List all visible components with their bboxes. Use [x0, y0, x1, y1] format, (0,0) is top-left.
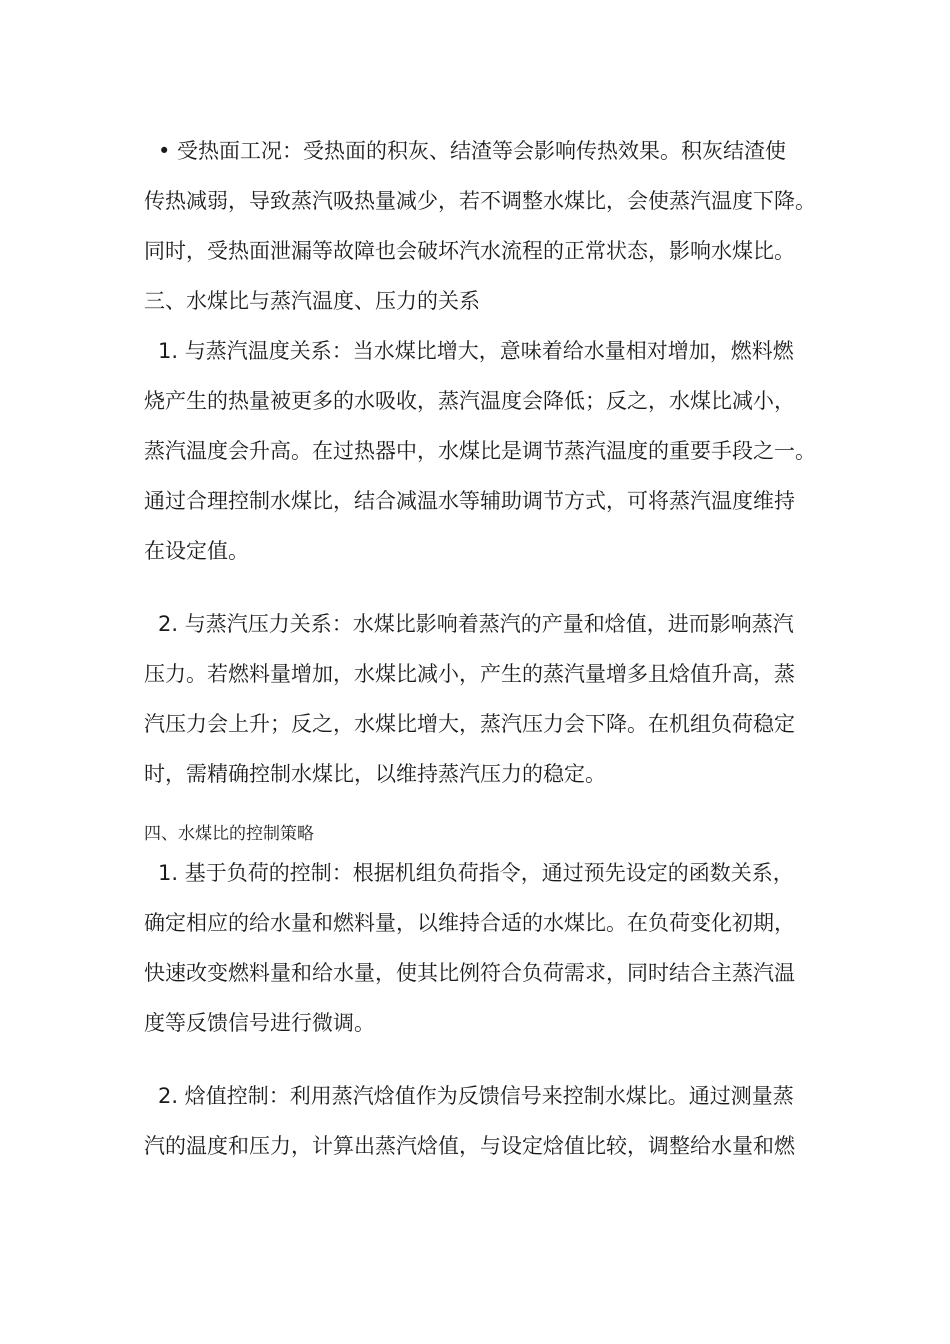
paragraph-line: 传热减弱，导致蒸汽吸热量减少，若不调整水煤比，会使蒸汽温度下降。	[144, 189, 816, 213]
paragraph-line: 1. 与蒸汽温度关系：当水煤比增大，意味着给水量相对增加，燃料燃	[158, 339, 794, 363]
paragraph-line: 确定相应的给水量和燃料量，以维持合适的水煤比。在负荷变化初期，	[144, 911, 795, 935]
paragraph-line: 通过合理控制水煤比，结合减温水等辅助调节方式，可将蒸汽温度维持	[144, 489, 795, 513]
paragraph-line: 度等反馈信号进行微调。	[144, 1011, 375, 1035]
section-heading: 三、水煤比与蒸汽温度、压力的关系	[144, 289, 480, 313]
paragraph-line: 同时，受热面泄漏等故障也会破坏汽水流程的正常状态，影响水煤比。	[144, 239, 795, 263]
paragraph-line: 时，需精确控制水煤比，以维持蒸汽压力的稳定。	[144, 762, 606, 786]
section-heading: 四、水煤比的控制策略	[144, 824, 314, 844]
paragraph-line: 快速改变燃料量和给水量，使其比例符合负荷需求，同时结合主蒸汽温	[144, 961, 795, 985]
paragraph-line: 在设定值。	[144, 539, 249, 563]
paragraph-line: 压力。若燃料量增加，水煤比减小，产生的蒸汽量增多且焓值升高，蒸	[144, 662, 795, 686]
paragraph-line: 2. 与蒸汽压力关系：水煤比影响着蒸汽的产量和焓值，进而影响蒸汽	[158, 612, 794, 636]
paragraph-line: 汽的温度和压力，计算出蒸汽焓值，与设定焓值比较，调整给水量和燃	[144, 1134, 795, 1158]
paragraph-line: 蒸汽温度会升高。在过热器中，水煤比是调节蒸汽温度的重要手段之一。	[144, 439, 816, 463]
paragraph-line: 烧产生的热量被更多的水吸收，蒸汽温度会降低；反之，水煤比减小，	[144, 389, 795, 413]
paragraph-line: 1. 基于负荷的控制：根据机组负荷指令，通过预先设定的函数关系，	[158, 861, 794, 885]
paragraph-line: 2. 焓值控制：利用蒸汽焓值作为反馈信号来控制水煤比。通过测量蒸	[158, 1084, 794, 1108]
paragraph-line: • 受热面工况：受热面的积灰、结渣等会影响传热效果。积灰结渣使	[158, 139, 787, 163]
paragraph-line: 汽压力会上升；反之，水煤比增大，蒸汽压力会下降。在机组负荷稳定	[144, 712, 795, 736]
